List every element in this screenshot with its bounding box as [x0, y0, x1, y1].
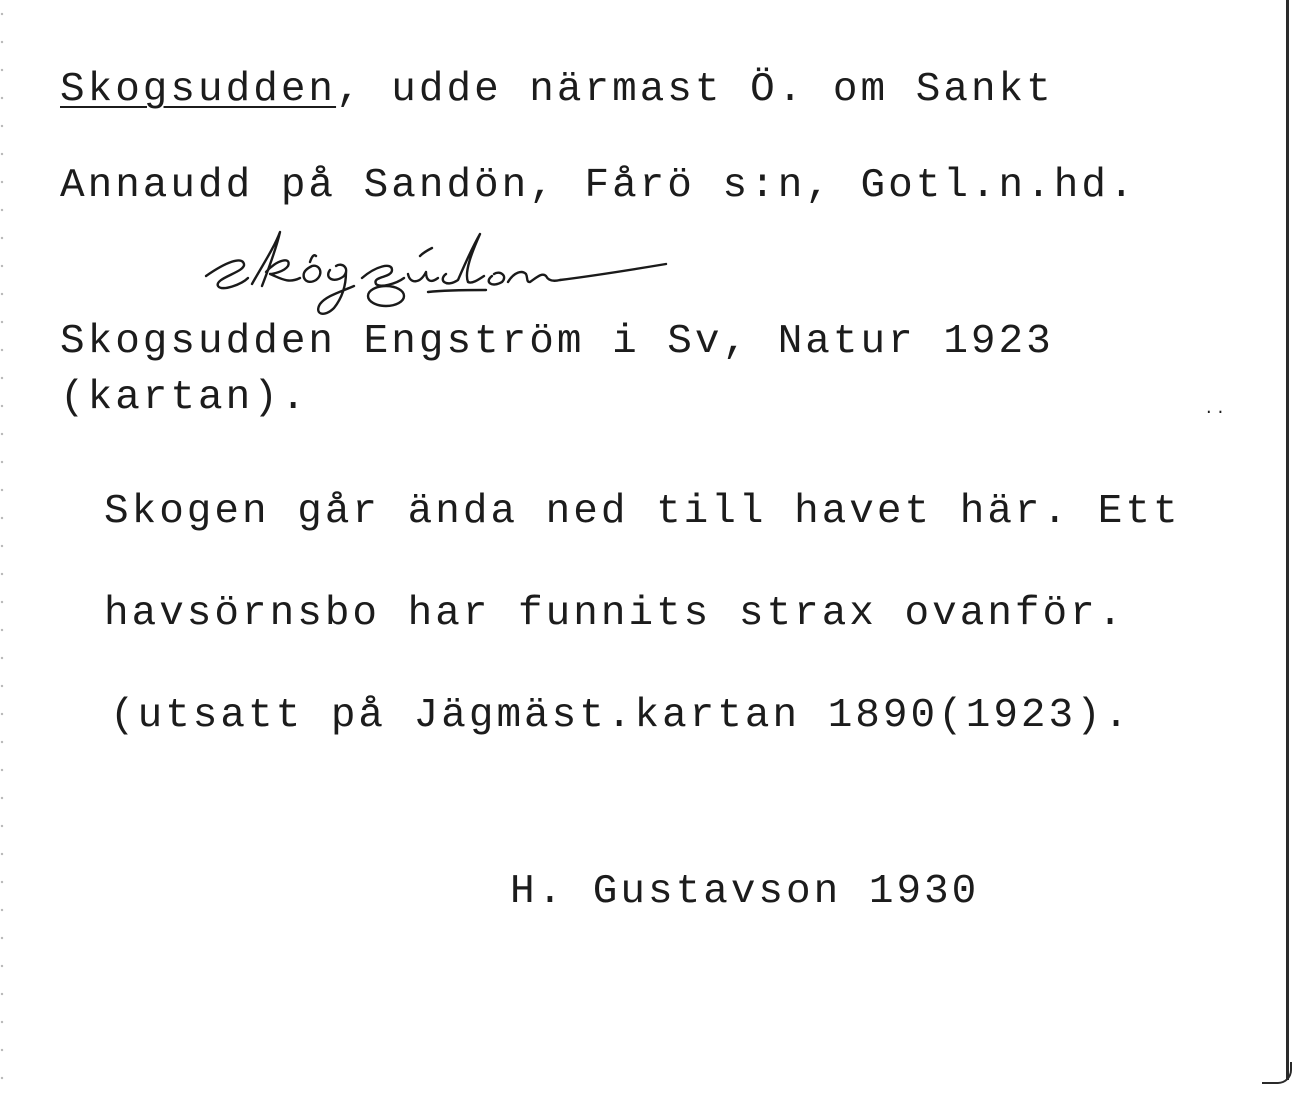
- description-line-2: havsörnsbo har funnits strax ovanför.: [104, 591, 1126, 637]
- description-line-1: Skogen går ända ned till havet här. Ett: [104, 489, 1181, 535]
- author-signature-line: H. Gustavson 1930: [510, 869, 980, 915]
- location-line: Annaudd på Sandön, Fårö s:n, Gotl.n.hd.: [60, 163, 1137, 209]
- place-name-heading: Skogsudden: [60, 67, 337, 113]
- description-line-3: (utsatt på Jägmäst.kartan 1890(1923).: [110, 693, 1132, 739]
- source-line-continued: (kartan).: [60, 375, 309, 421]
- source-line: Skogsudden Engström i Sv, Natur 1923: [60, 319, 1054, 365]
- card-left-edge: [0, 0, 4, 1093]
- heading-description: , udde närmast Ö. om Sankt: [336, 67, 1054, 113]
- card-right-edge: [1286, 0, 1289, 1080]
- card-corner: [1262, 1062, 1292, 1084]
- handwritten-annotation-graphic: [196, 226, 686, 322]
- margin-mark: ..: [1204, 400, 1228, 418]
- entry-heading-line: [60, 67, 1054, 113]
- handwritten-annotation: [196, 226, 686, 322]
